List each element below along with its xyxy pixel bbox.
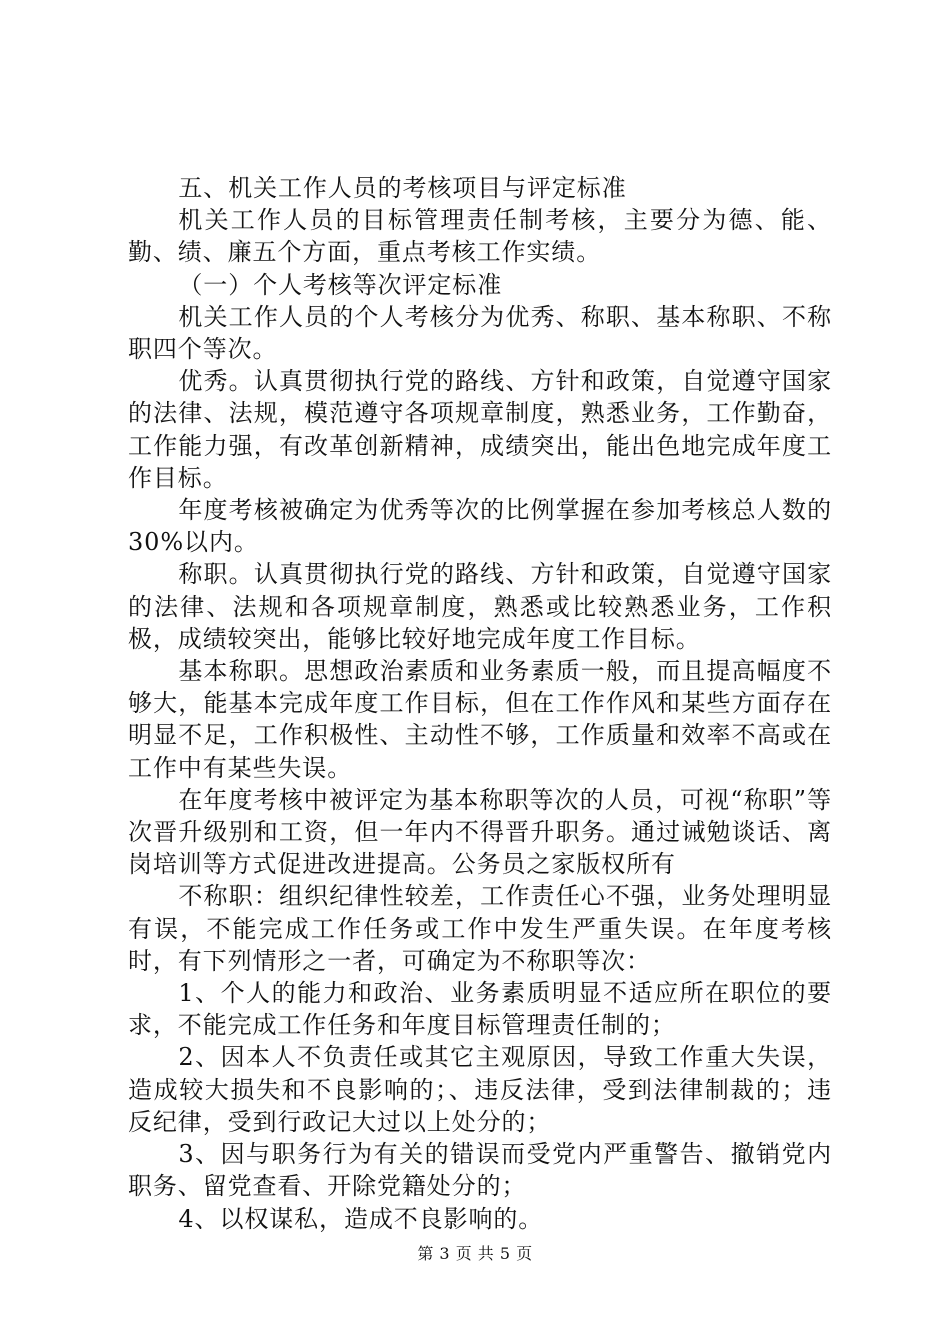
document-body xyxy=(128,172,832,1235)
subsection-heading: （一）个人考核等次评定标准 xyxy=(178,270,503,299)
paragraph: 机关工作人员的目标管理责任制考核，主要分为德、能、勤、绩、廉五个方面，重点考核工作实绩。 xyxy=(128,206,832,267)
paragraph: 基本称职。思想政治素质和业务素质一般，而且提高幅度不够大，能基本完成年度工作目标，但在工作作风和某些方面存在明显不足，工作积极性、主动性不够，工作质量和效率不高或在工作中有某些失误。 xyxy=(128,657,832,782)
list-item: 3、因与职务行为有关的错误而受党内严重警告、撤销党内职务、留党查看、开除党籍处分的； xyxy=(128,1140,832,1201)
page-footer: 第 3 页 共 5 页 xyxy=(417,1244,533,1263)
paragraph: 不称职：组织纪律性较差，工作责任心不强，业务处理明显有误，不能完成工作任务或工作中发生严重失误。在年度考核时，有下列情形之一者，可确定为不称职等次： xyxy=(128,882,832,975)
list-item: 1、个人的能力和政治、业务素质明显不适应所在职位的要求，不能完成工作任务和年度目标管理责任制的； xyxy=(128,979,832,1040)
paragraph: 年度考核被确定为优秀等次的比例掌握在参加考核总人数的 30%以内。 xyxy=(128,496,832,557)
paragraph: 在年度考核中被评定为基本称职等次的人员，可视“称职”等次晋升级别和工资，但一年内不得晋升职务。通过诫勉谈话、离岗培训等方式促进改进提高。公务员之家版权所有 xyxy=(128,785,832,879)
section-heading: 五、机关工作人员的考核项目与评定标准 xyxy=(178,174,627,202)
paragraph: 机关工作人员的个人考核分为优秀、称职、基本称职、不称职四个等次。 xyxy=(128,302,832,364)
paragraph: 称职。认真贯彻执行党的路线、方针和政策，自觉遵守国家的法律、法规和各项规章制度，熟悉或比较熟悉业务，工作积极，成绩较突出，能够比较好地完成年度工作目标。 xyxy=(128,560,832,653)
list-item: 4、以权谋私，造成不良影响的。 xyxy=(178,1204,544,1233)
paragraph: 优秀。认真贯彻执行党的路线、方针和政策，自觉遵守国家的法律、法规，模范遵守各项规章制度，熟悉业务，工作勤奋，工作能力强，有改革创新精神，成绩突出，能出色地完成年度工作目标。 xyxy=(128,367,832,492)
list-item: 2、因本人不负责任或其它主观原因，导致工作重大失误，造成较大损失和不良影响的；、违反法律，受到法律制裁的；违反纪律，受到行政记大过以上处分的； xyxy=(128,1043,832,1136)
